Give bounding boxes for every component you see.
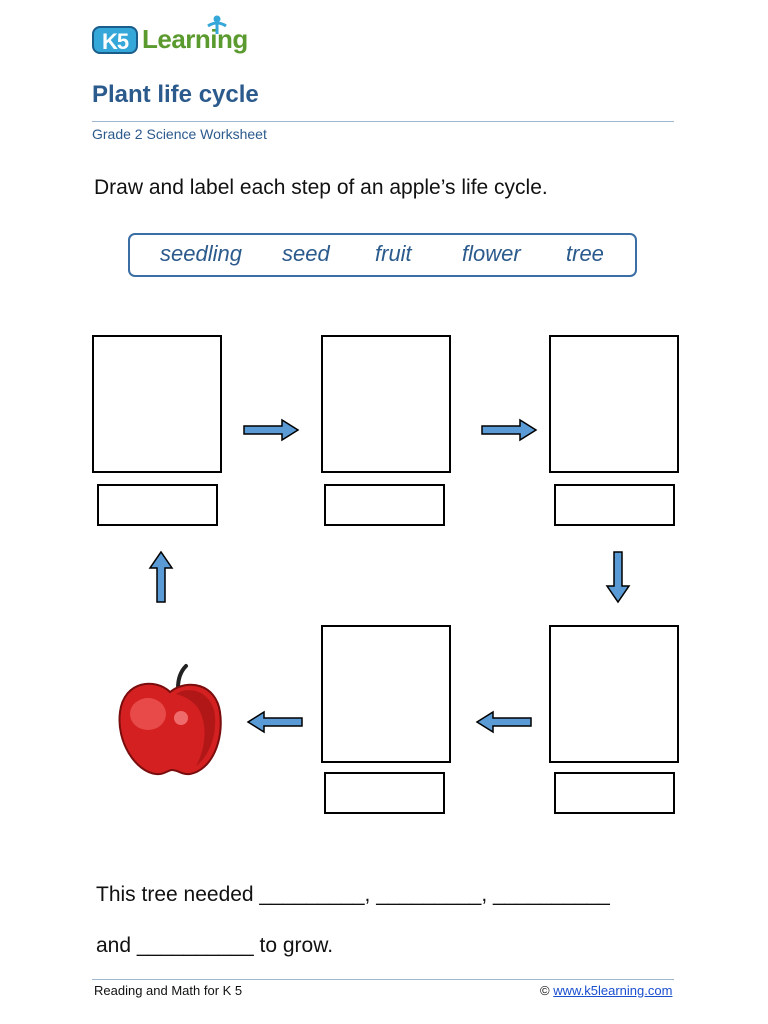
- footer-tagline: Reading and Math for K 5: [94, 983, 243, 998]
- sentence-line-1: This tree needed _________, _________, __________: [96, 883, 610, 906]
- arrow-right-icon: [242, 418, 300, 442]
- word-bank-item: flower: [462, 241, 521, 266]
- logo-figure-icon: [202, 14, 232, 38]
- label-box-4[interactable]: [554, 772, 675, 814]
- k5-logo: [92, 14, 262, 60]
- footer-copyright: [540, 983, 672, 998]
- apple-icon: [116, 662, 224, 778]
- drawing-box-2[interactable]: [321, 335, 451, 473]
- word-bank-item: fruit: [375, 241, 412, 266]
- word-bank-item: tree: [566, 241, 604, 266]
- drawing-box-3[interactable]: [549, 335, 679, 473]
- arrow-up-icon: [148, 550, 174, 604]
- page-title: Plant life cycle: [92, 81, 259, 108]
- logo-k5-badge: K5: [92, 26, 138, 54]
- arrow-left-icon: [246, 710, 304, 734]
- word-bank-item: seed: [282, 241, 330, 266]
- word-bank: [128, 233, 637, 277]
- label-box-5[interactable]: [324, 772, 445, 814]
- drawing-box-4[interactable]: [549, 625, 679, 763]
- footer-divider: [92, 979, 674, 980]
- page-subtitle: Grade 2 Science Worksheet: [92, 126, 267, 142]
- sentence-line-2: and __________ to grow.: [96, 934, 334, 957]
- word-bank-item: seedling: [160, 241, 242, 266]
- arrow-right-icon: [480, 418, 538, 442]
- label-box-2[interactable]: [324, 484, 445, 526]
- drawing-box-5[interactable]: [321, 625, 451, 763]
- drawing-box-1[interactable]: [92, 335, 222, 473]
- label-box-1[interactable]: [97, 484, 218, 526]
- label-box-3[interactable]: [554, 484, 675, 526]
- header-divider: [92, 121, 674, 122]
- instruction-text: Draw and label each step of an apple’s life cycle.: [94, 176, 548, 199]
- arrow-down-icon: [605, 550, 631, 604]
- footer-website-link[interactable]: www.k5learning.com: [553, 983, 673, 998]
- logo-wordmark: Learning: [142, 24, 248, 54]
- arrow-left-icon: [475, 710, 533, 734]
- copyright-symbol: ©: [540, 983, 550, 998]
